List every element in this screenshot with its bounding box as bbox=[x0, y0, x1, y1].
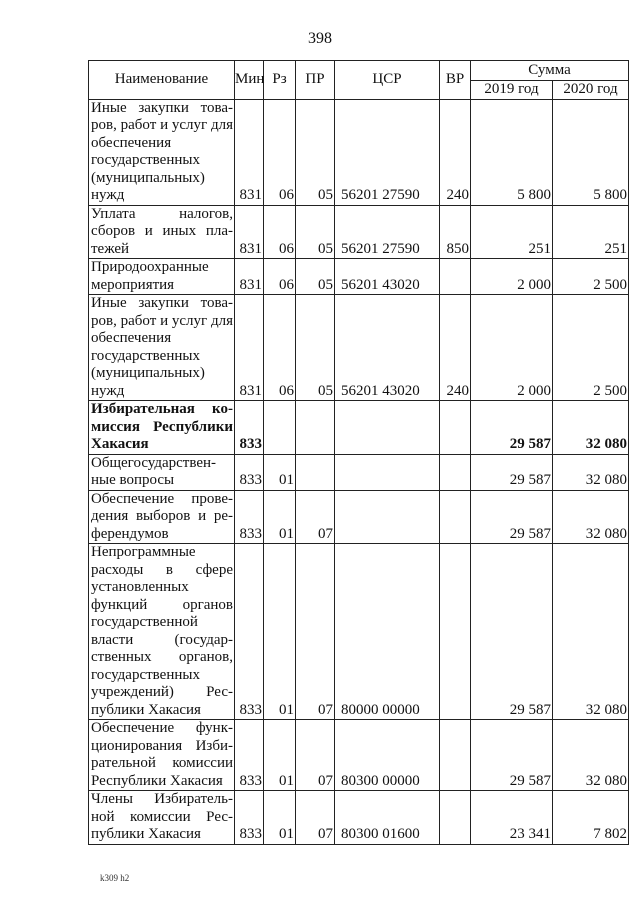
cell-name: Общегосударствен-ные вопросы bbox=[89, 454, 235, 490]
cell-min: 831 bbox=[235, 205, 264, 259]
cell-rz: 01 bbox=[264, 791, 296, 845]
cell-vr: 240 bbox=[440, 99, 471, 205]
cell-name: Избирательная ко-миссия Республики Хакасия bbox=[89, 401, 235, 455]
header-rz: Рз bbox=[264, 61, 296, 100]
cell-min: 833 bbox=[235, 791, 264, 845]
header-min: Мин bbox=[235, 61, 264, 100]
cell-vr bbox=[440, 259, 471, 295]
cell-csr: 80300 01600 bbox=[335, 791, 440, 845]
table-row bbox=[89, 490, 629, 544]
cell-y2019: 2 000 bbox=[471, 259, 553, 295]
cell-pr: 07 bbox=[296, 490, 335, 544]
header-2020: 2020 год bbox=[553, 81, 629, 100]
footer-code: k309 h2 bbox=[100, 873, 130, 883]
cell-y2020: 5 800 bbox=[553, 99, 629, 205]
table-row bbox=[89, 259, 629, 295]
cell-vr bbox=[440, 791, 471, 845]
table-row bbox=[89, 791, 629, 845]
cell-y2019: 23 341 bbox=[471, 791, 553, 845]
cell-csr bbox=[335, 454, 440, 490]
cell-y2020: 2 500 bbox=[553, 295, 629, 401]
header-name: Наименование bbox=[89, 61, 235, 100]
cell-csr: 56201 43020 bbox=[335, 259, 440, 295]
cell-vr: 850 bbox=[440, 205, 471, 259]
header-vr: ВР bbox=[440, 61, 471, 100]
table-row bbox=[89, 205, 629, 259]
cell-csr: 80000 00000 bbox=[335, 544, 440, 720]
cell-rz: 06 bbox=[264, 259, 296, 295]
header-csr: ЦСР bbox=[335, 61, 440, 100]
cell-y2019: 2 000 bbox=[471, 295, 553, 401]
cell-name: Иные закупки това-ров, работ и услуг для обеспечения государственных (муниципальных) нужд bbox=[89, 99, 235, 205]
table-row bbox=[89, 401, 629, 455]
cell-y2020: 2 500 bbox=[553, 259, 629, 295]
cell-y2019: 5 800 bbox=[471, 99, 553, 205]
cell-rz: 01 bbox=[264, 544, 296, 720]
cell-rz: 06 bbox=[264, 295, 296, 401]
cell-rz: 01 bbox=[264, 490, 296, 544]
cell-csr bbox=[335, 401, 440, 455]
header-2019: 2019 год bbox=[471, 81, 553, 100]
cell-pr: 07 bbox=[296, 791, 335, 845]
cell-vr bbox=[440, 401, 471, 455]
table-row bbox=[89, 99, 629, 205]
cell-vr bbox=[440, 490, 471, 544]
cell-min: 833 bbox=[235, 544, 264, 720]
cell-y2020: 32 080 bbox=[553, 544, 629, 720]
cell-rz: 06 bbox=[264, 205, 296, 259]
cell-y2019: 29 587 bbox=[471, 720, 553, 791]
cell-csr: 56201 27590 bbox=[335, 99, 440, 205]
header-sum: Сумма bbox=[471, 61, 629, 81]
cell-min: 831 bbox=[235, 295, 264, 401]
cell-rz: 01 bbox=[264, 720, 296, 791]
cell-name: Обеспечение прове-дения выборов и ре-ферендумов bbox=[89, 490, 235, 544]
cell-name: Непрограммные расходы в сфере установленных функций органов государственной власти (государ-ственных органов, государственных учреждений) Рес-публики Хакасия bbox=[89, 544, 235, 720]
cell-y2020: 32 080 bbox=[553, 401, 629, 455]
cell-y2020: 32 080 bbox=[553, 490, 629, 544]
cell-pr: 05 bbox=[296, 295, 335, 401]
cell-y2019: 29 587 bbox=[471, 401, 553, 455]
cell-y2020: 251 bbox=[553, 205, 629, 259]
cell-y2019: 29 587 bbox=[471, 490, 553, 544]
cell-csr: 80300 00000 bbox=[335, 720, 440, 791]
cell-name: Природоохранные мероприятия bbox=[89, 259, 235, 295]
cell-y2019: 29 587 bbox=[471, 454, 553, 490]
cell-name: Иные закупки това-ров, работ и услуг для обеспечения государственных (муниципальных) нужд bbox=[89, 295, 235, 401]
cell-pr: 05 bbox=[296, 99, 335, 205]
cell-vr bbox=[440, 720, 471, 791]
cell-csr: 56201 43020 bbox=[335, 295, 440, 401]
cell-name: Уплата налогов, сборов и иных пла-тежей bbox=[89, 205, 235, 259]
cell-pr: 05 bbox=[296, 205, 335, 259]
cell-rz: 01 bbox=[264, 454, 296, 490]
cell-name: Обеспечение функ-ционирования Изби-рательной комиссии Республики Хакасия bbox=[89, 720, 235, 791]
cell-y2019: 251 bbox=[471, 205, 553, 259]
table-row bbox=[89, 454, 629, 490]
cell-pr: 07 bbox=[296, 544, 335, 720]
cell-y2020: 32 080 bbox=[553, 720, 629, 791]
cell-vr: 240 bbox=[440, 295, 471, 401]
cell-min: 833 bbox=[235, 720, 264, 791]
cell-csr: 56201 27590 bbox=[335, 205, 440, 259]
cell-pr: 05 bbox=[296, 259, 335, 295]
cell-min: 831 bbox=[235, 99, 264, 205]
cell-pr bbox=[296, 401, 335, 455]
budget-table bbox=[88, 60, 629, 845]
cell-min: 833 bbox=[235, 454, 264, 490]
cell-csr bbox=[335, 490, 440, 544]
cell-vr bbox=[440, 454, 471, 490]
table-row bbox=[89, 544, 629, 720]
cell-y2019: 29 587 bbox=[471, 544, 553, 720]
cell-rz bbox=[264, 401, 296, 455]
cell-y2020: 7 802 bbox=[553, 791, 629, 845]
table-row bbox=[89, 720, 629, 791]
cell-pr: 07 bbox=[296, 720, 335, 791]
table-row bbox=[89, 295, 629, 401]
cell-y2020: 32 080 bbox=[553, 454, 629, 490]
cell-rz: 06 bbox=[264, 99, 296, 205]
cell-pr bbox=[296, 454, 335, 490]
cell-vr bbox=[440, 544, 471, 720]
cell-name: Члены Избиратель-ной комиссии Рес-публики Хакасия bbox=[89, 791, 235, 845]
cell-min: 831 bbox=[235, 259, 264, 295]
cell-min: 833 bbox=[235, 490, 264, 544]
page-number: 398 bbox=[308, 30, 332, 47]
cell-min: 833 bbox=[235, 401, 264, 455]
header-pr: ПР bbox=[296, 61, 335, 100]
